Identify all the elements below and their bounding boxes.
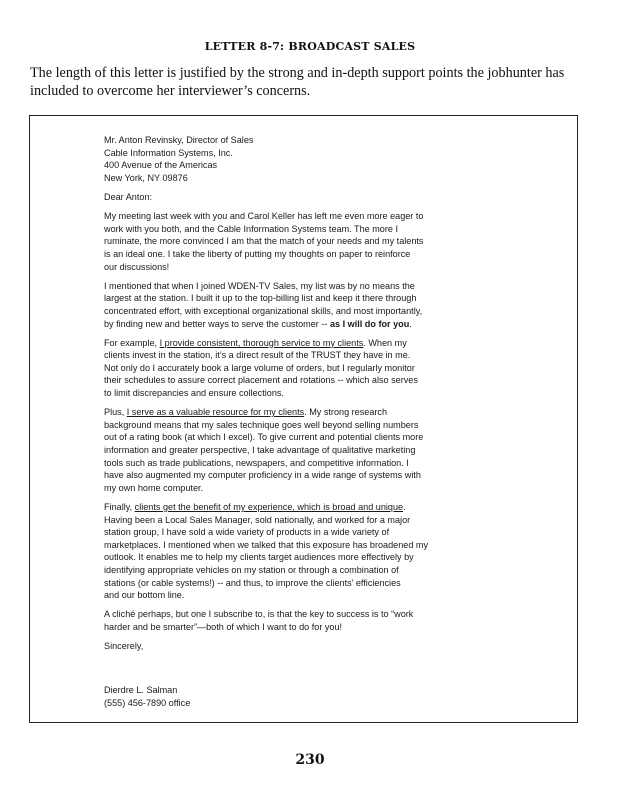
text-line: identifying appropriate vehicles on my station or through a combination of: [104, 564, 399, 575]
text-segment: For example,: [104, 337, 160, 348]
text-line: to limit discrepancies and ensure collections.: [104, 388, 284, 399]
text-segment: . My strong research: [304, 407, 388, 418]
text-line: outlook. It enables me to help my clients target audiences more effectively by: [104, 552, 414, 563]
letter-body: [104, 134, 476, 716]
paragraph-5: [104, 501, 476, 602]
text-line: tools such as trade publications, newspapers, and competitive information. I: [104, 457, 409, 468]
address-line: Cable Information Systems, Inc.: [104, 147, 233, 158]
text-line: information and greater perspective, I take advantage of qualitative marketing: [104, 445, 416, 456]
signature-space: [104, 659, 476, 684]
text-segment: .: [403, 502, 406, 512]
signer-phone: (555) 456-7890 office: [104, 697, 191, 708]
text-line: my own home computer.: [104, 482, 204, 493]
text-line: is an ideal one. I take the liberty of putting my thoughts on paper to reinforce: [104, 248, 411, 259]
recipient-address: [104, 134, 476, 184]
text-line: [104, 406, 476, 419]
text-line: concentrated effort, with exceptional organizational skills, and most importantly,: [104, 305, 423, 316]
text-segment: .: [409, 318, 412, 329]
text-line: out of a rating book (at which I excel). To give current and potential clients more: [104, 432, 424, 443]
underlined-phrase: clients get the benefit of my experience, which is broad and unique: [134, 502, 404, 512]
letter-heading: LETTER 8-7: BROADCAST SALES: [204, 40, 416, 53]
underlined-phrase: I provide consistent, thorough service to my clients: [159, 337, 364, 348]
text-line: their schedules to assure correct placement and rotations -- which also serves: [104, 375, 418, 386]
text-line: A cliché perhaps, but one I subscribe to, is that the key to success is to “work: [104, 609, 414, 620]
text-line: [104, 337, 476, 350]
text-line: largest at the station. I built it up to the top-billing list and keep it there through: [104, 293, 417, 304]
text-segment: Plus,: [104, 407, 127, 418]
salutation: [104, 191, 476, 204]
text-segment: Finally,: [104, 502, 135, 512]
text-line: marketplaces. I mentioned when we talked that this exposure has broadened my: [104, 539, 429, 550]
text-line: ruminate, the more convinced I am that the match of your needs and my talents: [104, 236, 424, 247]
text-line: harder and be smarter”—both of which I want to do for you!: [104, 621, 343, 632]
text-line: and our bottom line.: [104, 590, 185, 601]
paragraph-2: [104, 280, 476, 330]
text-line: our discussions!: [104, 261, 170, 272]
text-line: clients invest in the station, it’s a direct result of the TRUST they have in me.: [104, 350, 411, 361]
paragraph-3: [104, 337, 476, 400]
bold-phrase: as I will do for you: [329, 318, 410, 329]
paragraph-6: [104, 608, 476, 633]
text-line: Not only do I accurately book a large volume of orders, but I regularly monitor: [104, 362, 415, 373]
address-line: Mr. Anton Revinsky, Director of Sales: [104, 135, 254, 145]
underlined-phrase: I serve as a valuable resource for my clients: [126, 407, 305, 418]
letter-box: [29, 115, 578, 723]
text-line: I mentioned that when I joined WDEN-TV Sales, my list was by no means the: [104, 280, 415, 291]
address-line: New York, NY 09876: [104, 172, 188, 183]
page-number: 230: [295, 752, 325, 768]
address-line: 400 Avenue of the Americas: [104, 160, 218, 171]
paragraph-4: [104, 406, 476, 494]
text-line: stations (or cable systems!) -- and thus, to improve the clients’ efficiencies: [104, 577, 401, 588]
signature-block: [104, 684, 476, 709]
text-line: station group, I have sold a wide variety of products in a wide variety of: [104, 527, 390, 538]
text-line: work with you both, and the Cable Information Systems team. The more I: [104, 223, 399, 234]
closing: [104, 640, 476, 653]
text-line: [104, 318, 476, 331]
text-segment: . When my: [363, 337, 407, 348]
text-line: My meeting last week with you and Carol Keller has left me even more eager to: [104, 211, 424, 222]
text-segment: by finding new and better ways to serve the customer --: [104, 318, 330, 329]
text-line: background means that my sales technique goes well beyond selling numbers: [104, 419, 419, 430]
salutation-text: Dear Anton:: [104, 191, 153, 202]
intro-paragraph: The length of this letter is justified by the strong and in-depth support points the jobhunter has included to overcome her interviewer’s concerns.: [30, 65, 565, 99]
text-line: have also augmented my computer proficiency in a wide range of systems with: [104, 470, 421, 481]
closing-text: Sincerely,: [104, 641, 144, 652]
paragraph-1: [104, 210, 476, 273]
text-line: Having been a Local Sales Manager, sold nationally, and worked for a major: [104, 514, 411, 525]
text-line: [104, 501, 476, 514]
signer-name: Dierdre L. Salman: [104, 685, 178, 696]
